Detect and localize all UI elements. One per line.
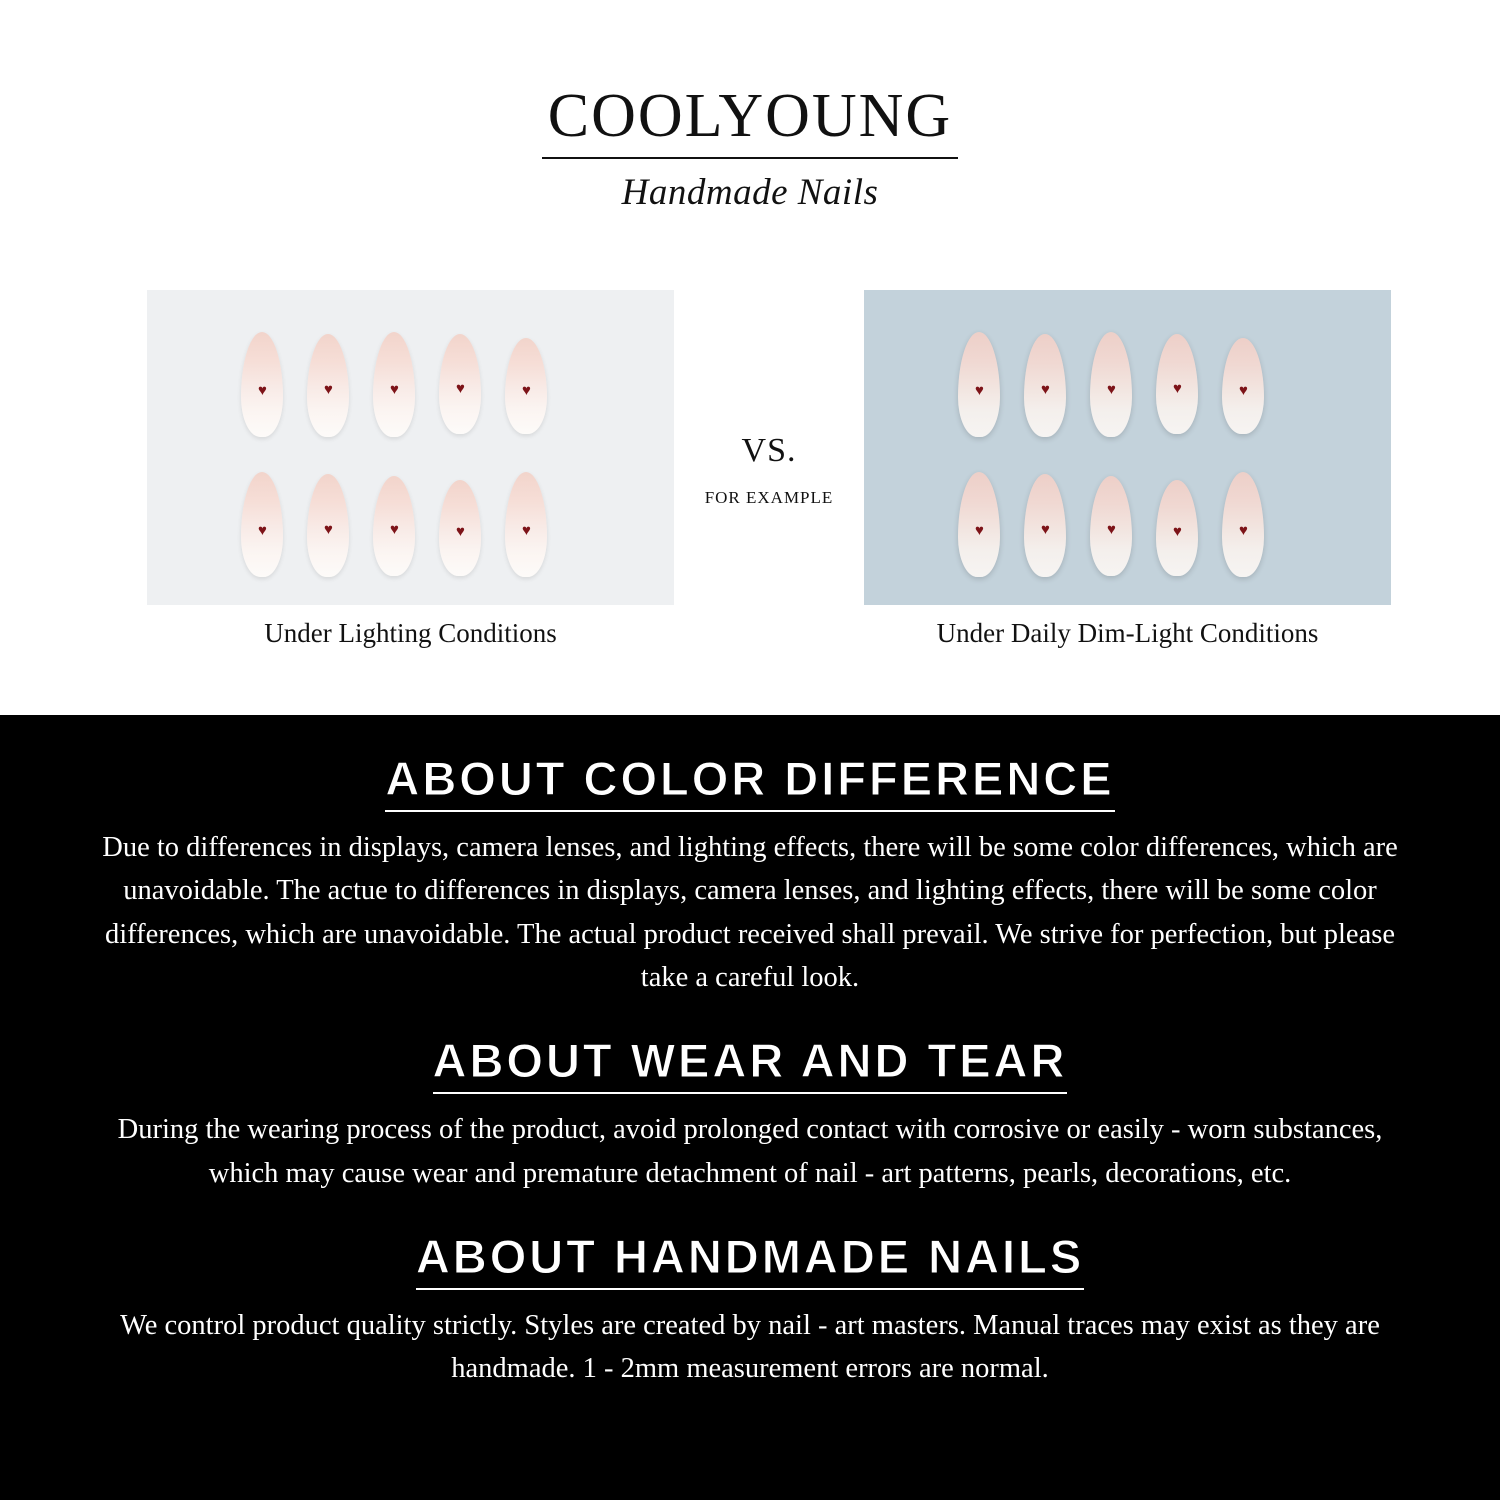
info-block-wear-and-tear: [78, 1033, 1422, 1195]
section-body: Due to differences in displays, camera lenses, and lighting effects, there will be some color differences, which are unavoidable. The actue to differences in displays, camera lenses, and lighting effects, there will be some color differences, which are unavoidable. The actual product received shall prevail. We strive for perfection, but please take a careful look.: [102, 832, 1398, 993]
heart-icon: [1237, 385, 1250, 398]
heart-icon: [454, 383, 467, 396]
heart-icon: [322, 524, 335, 537]
section-title: ABOUT HANDMADE NAILS: [416, 1229, 1084, 1290]
heart-icon: [1171, 526, 1184, 539]
section-body: We control product quality strictly. Styles are created by nail - art masters. Manual traces may exist as they are handmade. 1 - 2mm measurement errors are normal.: [120, 1309, 1380, 1385]
heart-icon: [973, 525, 986, 538]
info-block-color-difference: [78, 751, 1422, 999]
photo-under-lighting: [147, 290, 674, 605]
brand-title: COOLYOUNG: [542, 84, 958, 159]
info-block-handmade-nails: [78, 1229, 1422, 1391]
heart-icon: [1105, 524, 1118, 537]
heart-icon: [256, 385, 269, 398]
heart-icon: [1237, 525, 1250, 538]
heart-icon: [388, 524, 401, 537]
heart-icon: [1105, 384, 1118, 397]
brand-header: [0, 84, 1500, 214]
vs-label: VS.: [741, 432, 797, 469]
heart-icon: [520, 525, 533, 538]
heart-icon: [1039, 384, 1052, 397]
info-section: [0, 715, 1500, 1500]
section-title: ABOUT COLOR DIFFERENCE: [385, 751, 1114, 812]
caption-left: Under Lighting Conditions: [264, 618, 557, 648]
heart-icon: [520, 385, 533, 398]
vs-note: FOR EXAMPLE: [704, 488, 834, 507]
vs-divider: [674, 432, 864, 508]
heart-icon: [1039, 524, 1052, 537]
brand-subtitle: Handmade Nails: [621, 172, 879, 214]
section-body: During the wearing process of the product, avoid prolonged contact with corrosive or easily - worn substances, which may cause wear and premature detachment of nail - art patterns, pearls, decorations, etc.: [117, 1114, 1383, 1189]
heart-icon: [256, 525, 269, 538]
section-title: ABOUT WEAR AND TEAR: [433, 1033, 1068, 1094]
caption-right: Under Daily Dim-Light Conditions: [936, 618, 1319, 648]
heart-icon: [454, 526, 467, 539]
heart-icon: [322, 384, 335, 397]
heart-icon: [973, 385, 986, 398]
photo-under-dim-light: [864, 290, 1391, 605]
heart-icon: [388, 384, 401, 397]
comparison-section: [0, 0, 1500, 715]
heart-icon: [1171, 383, 1184, 396]
